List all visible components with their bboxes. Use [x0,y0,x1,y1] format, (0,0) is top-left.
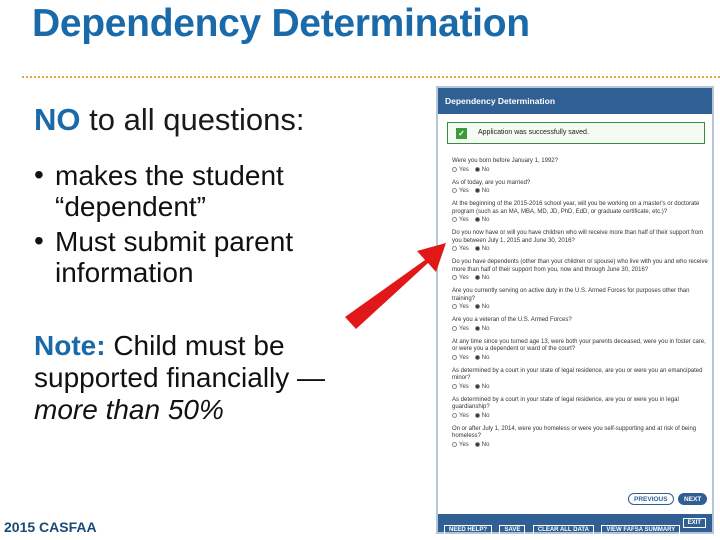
radio-button-icon[interactable] [452,304,457,309]
radio-button-icon[interactable] [475,304,480,309]
radio-label: Yes [459,217,469,224]
radio-button-icon[interactable] [475,188,480,193]
question-text: Were you born before January 1, 1992? [452,158,558,164]
arrow-shape [345,243,446,329]
radio-option-yes[interactable] [452,275,469,281]
check-icon: ✓ [456,128,467,139]
radio-option-yes[interactable] [452,167,469,173]
question-options [452,413,710,422]
slide-heading [34,102,305,138]
radio-option-no[interactable] [475,355,490,361]
heading-text: to all questions: [80,102,305,137]
radio-option-yes[interactable] [452,442,469,448]
question-options [452,246,710,255]
radio-button-icon[interactable] [475,384,480,389]
question-options [452,167,710,176]
note [34,330,364,426]
radio-label: Yes [459,383,469,390]
note-emphasis: more than 50% [34,394,224,425]
radio-option-no[interactable] [475,326,490,332]
bullet-list [32,160,332,292]
radio-label: No [481,246,490,253]
radio-button-icon[interactable] [452,246,457,251]
radio-label: No [481,412,490,419]
fafsa-screenshot-panel [436,86,714,534]
radio-button-icon[interactable] [452,188,457,193]
radio-label: No [481,325,490,332]
radio-label: Yes [459,441,469,448]
radio-label: No [481,383,490,390]
bullet-dot-icon: • [34,159,44,190]
bottom-toolbar [438,514,712,532]
radio-label: Yes [459,325,469,332]
radio-option-no[interactable] [475,275,490,281]
need-help-button[interactable]: NEED HELP? [444,525,492,535]
question-options [452,326,710,335]
radio-label: No [481,188,490,195]
footer-text: 2015 CASFAA [4,519,97,535]
question-text: Do you have dependents (other than your children or spouse) who live with you and who receive more than half of their support from you, now and through June 30, 2016? [452,259,708,273]
radio-label: No [481,354,490,361]
radio-option-yes[interactable] [452,304,469,310]
dotted-divider [22,76,720,78]
radio-label: No [481,166,490,173]
radio-button-icon[interactable] [475,442,480,447]
clear-all-data-button[interactable]: CLEAR ALL DATA [533,525,594,535]
radio-button-icon[interactable] [452,326,457,331]
radio-button-icon[interactable] [475,275,480,280]
radio-button-icon[interactable] [452,355,457,360]
radio-label: No [481,304,490,311]
save-button[interactable]: SAVE [499,525,525,535]
question-text: As of today, are you married? [452,179,531,186]
radio-button-icon[interactable] [475,326,480,331]
question-text: At the beginning of the 2015-2016 school year, will you be working on a master's or doctorate program (such as an MA, MBA, MD, JD, PhD, EdD, or graduate certificate, etc.)? [452,201,700,215]
radio-option-yes[interactable] [452,326,469,332]
radio-button-icon[interactable] [475,355,480,360]
radio-option-no[interactable] [475,442,490,448]
slide-title: Dependency Determination [32,2,530,45]
radio-button-icon[interactable] [452,217,457,222]
radio-label: Yes [459,354,469,361]
exit-button[interactable]: EXIT [683,518,706,528]
view-fafsa-summary-button[interactable]: VIEW FAFSA SUMMARY [601,525,680,535]
next-button[interactable]: NEXT [678,493,707,505]
success-message-box [447,122,705,144]
bullet-dot-icon: • [34,225,44,256]
radio-option-yes[interactable] [452,246,469,252]
bullet-text: makes the student “dependent” [55,160,284,222]
radio-option-yes[interactable] [452,355,469,361]
radio-button-icon[interactable] [452,275,457,280]
radio-label: Yes [459,246,469,253]
radio-option-yes[interactable] [452,217,469,223]
question-text: At any time since you turned age 13, were both your parents deceased, were you in foster care, or were you a dependent or ward of the court? [452,338,706,352]
radio-label: Yes [459,166,469,173]
bullet-item [32,226,332,288]
question-options [452,442,710,451]
note-label: Note: [34,330,106,361]
radio-option-no[interactable] [475,413,490,419]
radio-label: Yes [459,304,469,311]
radio-option-yes[interactable] [452,413,469,419]
radio-label: Yes [459,188,469,195]
panel-header: Dependency Determination [438,88,712,114]
radio-label: No [481,441,490,448]
question-options [452,304,710,313]
success-message: Application was successfully saved. [478,129,589,136]
radio-button-icon[interactable] [475,217,480,222]
radio-label: No [481,275,490,282]
radio-button-icon[interactable] [475,246,480,251]
radio-option-no[interactable] [475,188,490,194]
previous-button[interactable]: PREVIOUS [628,493,674,505]
question-options [452,384,710,393]
nav-buttons [628,488,707,506]
question-text: As determined by a court in your state of legal residence, are you or were you an emancipated minor? [452,367,703,381]
question-text: Do you now have or will you have children who will receive more than half of their support from you between July 1, 2015 and June 30, 2016? [452,230,704,244]
bullet-item [32,160,332,222]
radio-label: Yes [459,412,469,419]
bullet-text: Must submit parent information [55,226,294,288]
radio-option-no[interactable] [475,167,490,173]
radio-option-yes[interactable] [452,188,469,194]
radio-button-icon[interactable] [452,167,457,172]
heading-emphasis: NO [34,102,81,137]
question-list [452,158,710,455]
radio-option-no[interactable] [475,217,490,223]
question-text: Are you a veteran of the U.S. Armed Forces? [452,317,572,323]
question-options [452,275,710,284]
question-text: On or after July 1, 2014, were you homeless or were you self-supporting and at risk of being homeless? [452,425,697,439]
radio-label: Yes [459,275,469,282]
question-options [452,355,710,364]
radio-button-icon[interactable] [452,442,457,447]
radio-button-icon[interactable] [452,413,457,418]
radio-option-no[interactable] [475,384,490,390]
radio-button-icon[interactable] [452,384,457,389]
question-options [452,217,710,226]
radio-button-icon[interactable] [475,167,480,172]
question-text: Are you currently serving on active duty in the U.S. Armed Forces for purposes other than training? [452,288,690,302]
radio-option-no[interactable] [475,304,490,310]
question-options [452,188,710,197]
radio-option-no[interactable] [475,246,490,252]
question-text: As determined by a court in your state of legal residence, are you or were you in legal guardianship? [452,396,679,410]
radio-button-icon[interactable] [475,413,480,418]
radio-label: No [481,217,490,224]
note-text: Child must be supported financially — [34,330,326,393]
radio-option-yes[interactable] [452,384,469,390]
